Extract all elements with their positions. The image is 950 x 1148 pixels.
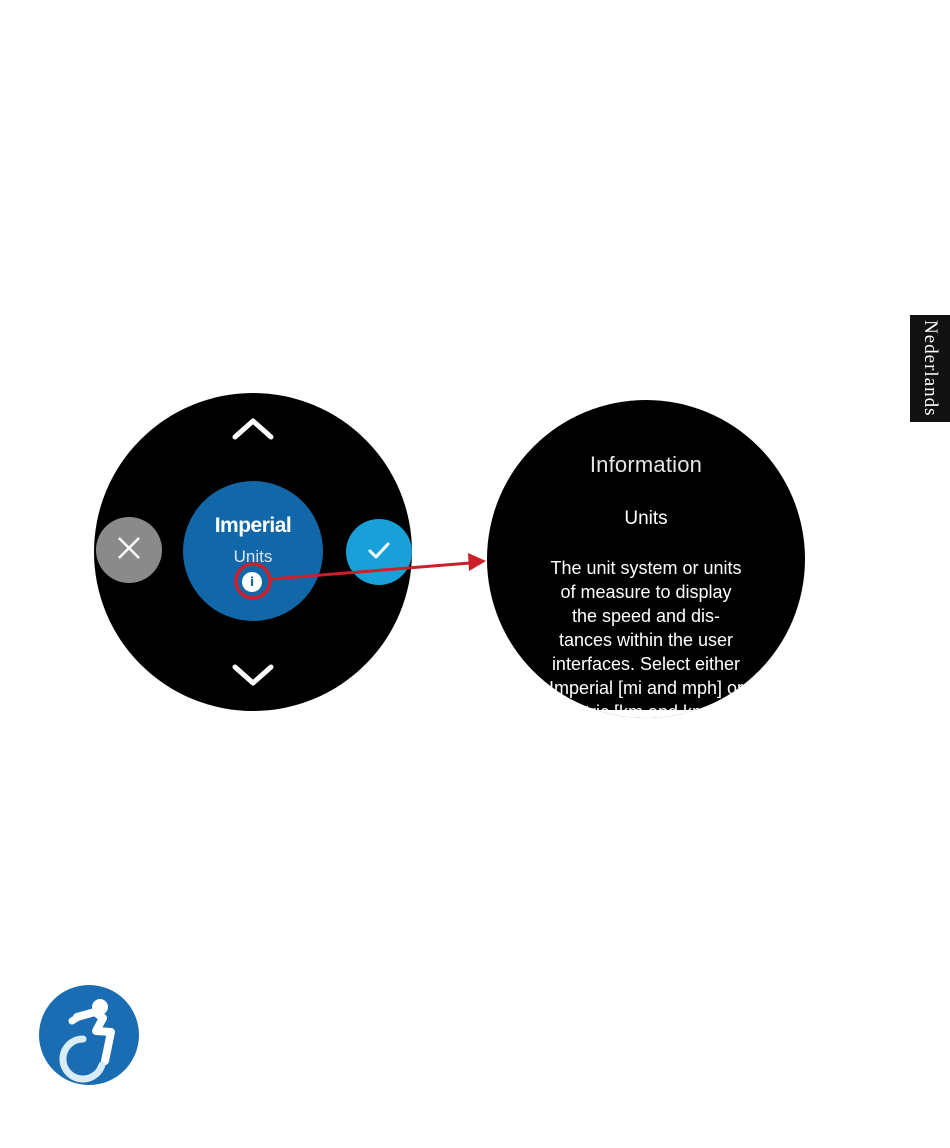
info-body-line: The unit system or units: [550, 558, 742, 578]
info-body-line: interfaces. Select either: [551, 654, 741, 674]
language-label: Nederlands: [920, 320, 941, 417]
info-body-line: the speed and dis-: [571, 606, 721, 626]
info-glyph: i: [249, 575, 255, 589]
unit-value: Imperial: [214, 514, 292, 537]
accessibility-icon: [39, 985, 139, 1085]
info-body-line: Imperial [mi and mph] or: [548, 678, 744, 698]
info-body-line: of measure to display: [560, 582, 732, 602]
info-title: Information: [589, 452, 703, 477]
info-body-line: tances within the user: [558, 630, 734, 650]
info-heading: Units: [624, 508, 668, 529]
setting-label: Units: [233, 547, 273, 566]
